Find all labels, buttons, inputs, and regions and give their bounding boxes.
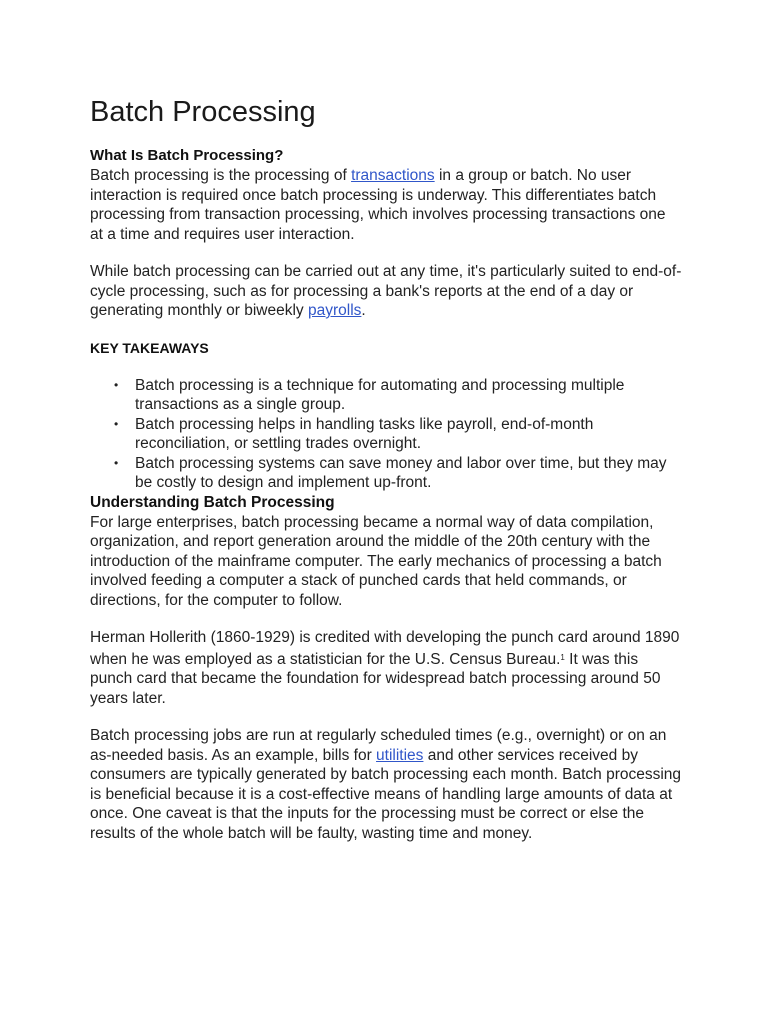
text-segment: Batch processing jobs are run at regularly scheduled times (e.g., overnight) or on an as-needed basis. As an example, bills for — [90, 727, 667, 764]
key-takeaways-list — [90, 376, 682, 493]
paragraph-history: For large enterprises, batch processing became a normal way of data compilation, organization, and report generation around the middle of the 20th century with the introduction of the mainframe computer. The early mechanics of processing a batch involved feeding a computer a stack of punched cards that held commands, or directions, for the computer to follow. — [90, 513, 662, 609]
list-item-text: Batch processing helps in handling tasks like payroll, end-of-month reconciliation, or settling trades overnight. — [135, 415, 594, 452]
key-takeaways-heading: KEY TAKEAWAYS — [90, 339, 209, 356]
link-utilities[interactable]: utilities — [376, 746, 424, 764]
text-segment: It was this punch card that became the foundation for widespread batch processing around 50 years later. — [90, 650, 661, 707]
text-segment: Batch processing is the processing of — [90, 167, 352, 184]
text-segment: in a group or batch. No user interaction is required once batch processing is underway. This differentiates batch processing from transaction processing, which involves processing transactions one at a time and requires user interaction. — [90, 167, 666, 243]
list-item — [114, 376, 682, 415]
citation-marker[interactable]: 1 — [560, 652, 565, 662]
bullet-icon: • — [114, 416, 119, 431]
text-segment: and other services received by consumers are typically generated by batch processing each month. Batch processing is beneficial because it is a cost-effective means of handling large amounts of data at once. One caveat is that the inputs for the processing must be correct or else the results of the whole batch will be faulty, wasting time and money. — [90, 746, 682, 842]
paragraph-definition — [90, 166, 682, 244]
section-heading-understanding: Understanding Batch Processing — [90, 493, 335, 511]
bullet-icon: • — [114, 455, 119, 470]
paragraph-end-of-cycle — [90, 262, 682, 321]
text-segment: While batch processing can be carried out at any time, it's particularly suited to end-of-cycle processing, such as for processing a bank's reports at the end of a day or generating monthly or biweekly — [90, 263, 682, 319]
paragraph-scheduling — [90, 726, 682, 843]
list-item — [114, 415, 682, 454]
text-segment: . — [361, 302, 366, 319]
page-title: Batch Processing — [90, 96, 316, 128]
list-item-text: Batch processing is a technique for automating and processing multiple transactions as a single group. — [135, 376, 625, 413]
text-segment: Herman Hollerith (1860-1929) is credited with developing the punch card around 1890 when he was employed as a statistician for the U.S. Census Bureau. — [90, 629, 680, 668]
paragraph-hollerith — [90, 628, 682, 708]
section-heading-what-is: What Is Batch Processing? — [90, 147, 284, 164]
list-item-text: Batch processing systems can save money and labor over time, but they may be costly to design and implement up-front. — [135, 454, 667, 491]
link-transactions[interactable]: transactions — [351, 167, 435, 184]
bullet-icon: • — [114, 377, 119, 392]
link-payrolls[interactable]: payrolls — [307, 302, 362, 319]
article — [90, 92, 682, 843]
list-item — [114, 454, 682, 493]
